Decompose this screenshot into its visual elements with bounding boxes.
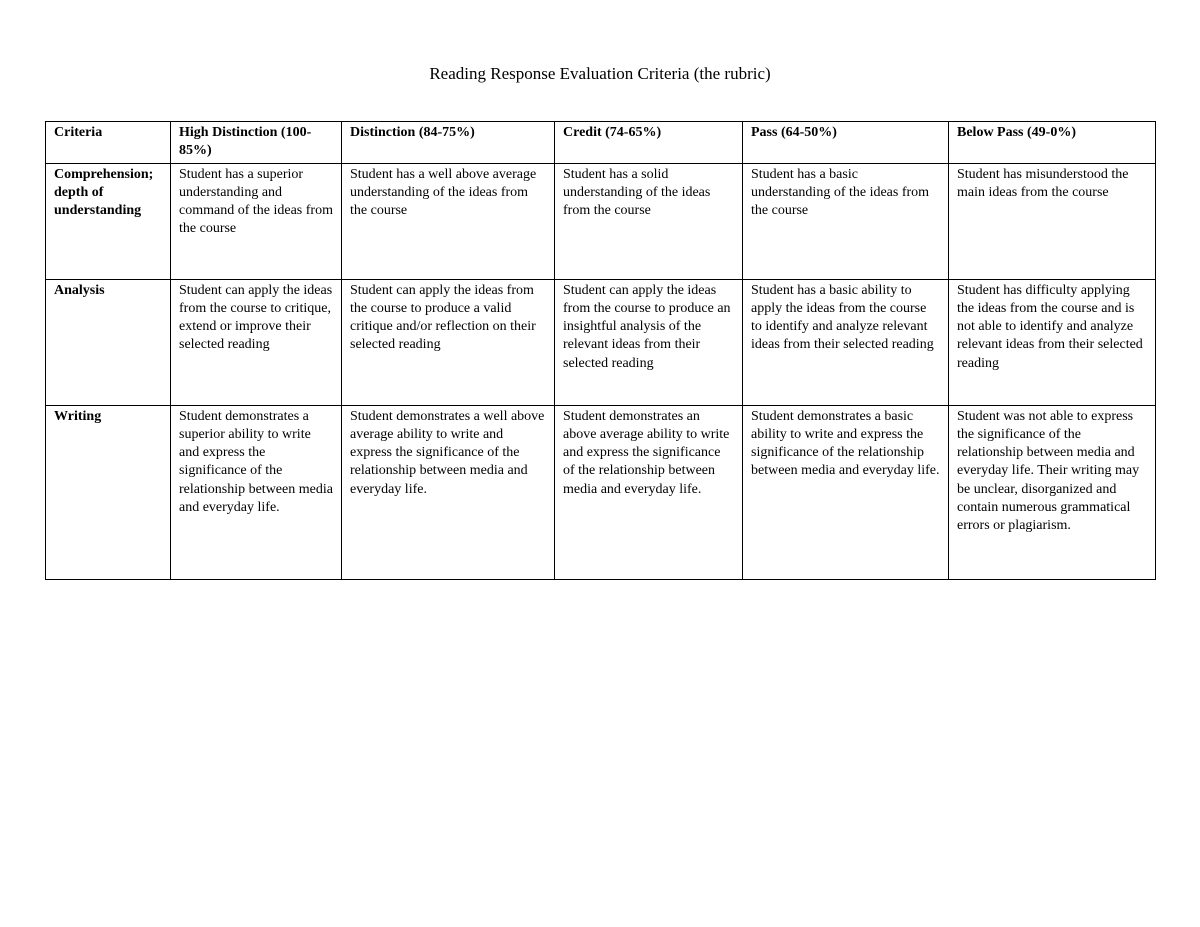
table-cell: Student demonstrates a well above average ability to write and express the significance of the relationship between media and everyday life. <box>342 405 555 579</box>
table-cell: Student demonstrates an above average ability to write and express the significance of the relationship between media and everyday life. <box>555 405 743 579</box>
table-cell: Student can apply the ideas from the course to produce a valid critique and/or reflection on their selected reading <box>342 279 555 405</box>
table-cell: Student can apply the ideas from the course to produce an insightful analysis of the relevant ideas from their selected reading <box>555 279 743 405</box>
table-cell: Student demonstrates a superior ability to write and express the significance of the relationship between media and everyday life. <box>171 405 342 579</box>
table-cell: Student has a superior understanding and command of the ideas from the course <box>171 163 342 279</box>
row-header-comprehension: Comprehension; depth of understanding <box>46 163 171 279</box>
column-header-pass: Pass (64-50%) <box>743 122 949 164</box>
column-header-below-pass: Below Pass (49-0%) <box>949 122 1156 164</box>
column-header-distinction: Distinction (84-75%) <box>342 122 555 164</box>
row-header-writing: Writing <box>46 405 171 579</box>
table-row-analysis <box>46 279 1156 405</box>
column-header-credit: Credit (74-65%) <box>555 122 743 164</box>
table-cell: Student can apply the ideas from the course to critique, extend or improve their selected reading <box>171 279 342 405</box>
table-cell: Student has difficulty applying the ideas from the course and is not able to identify and analyze relevant ideas from their selected reading <box>949 279 1156 405</box>
table-row-comprehension <box>46 163 1156 279</box>
table-cell: Student has a solid understanding of the ideas from the course <box>555 163 743 279</box>
table-cell: Student has a basic understanding of the ideas from the course <box>743 163 949 279</box>
document-title: Reading Response Evaluation Criteria (the rubric) <box>429 64 771 83</box>
table-header-row <box>46 122 1156 164</box>
table-row-writing <box>46 405 1156 579</box>
table-cell: Student demonstrates a basic ability to write and express the significance of the relationship between media and everyday life. <box>743 405 949 579</box>
column-header-high-distinction: High Distinction (100-85%) <box>171 122 342 164</box>
table-cell: Student was not able to express the significance of the relationship between media and everyday life. Their writing may be unclear, disorganized and contain numerous grammatical errors or plagiarism. <box>949 405 1156 579</box>
table-cell: Student has a basic ability to apply the ideas from the course to identify and analyze relevant ideas from their selected reading <box>743 279 949 405</box>
column-header-criteria: Criteria <box>46 122 171 164</box>
table-cell: Student has a well above average understanding of the ideas from the course <box>342 163 555 279</box>
rubric-table <box>45 121 1156 580</box>
row-header-analysis: Analysis <box>46 279 171 405</box>
table-cell: Student has misunderstood the main ideas from the course <box>949 163 1156 279</box>
